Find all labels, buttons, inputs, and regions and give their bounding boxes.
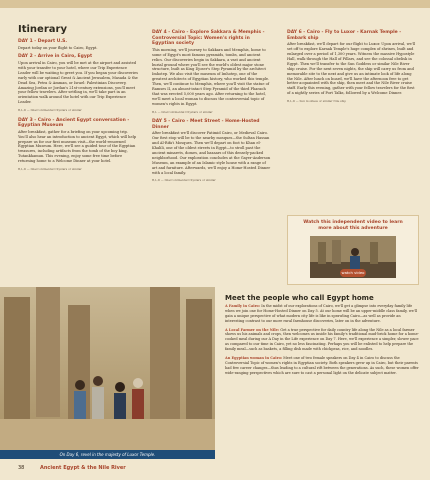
meet-paragraph [225, 304, 420, 324]
meal-caption: B,L,D — Intercontinental Citystars or similar [18, 167, 82, 172]
meet-paragraph [225, 328, 420, 353]
page-number: 38 [18, 465, 25, 471]
day-heading: DAY 2 - Arrive in Cairo, Egypt [18, 54, 93, 60]
top-band [0, 0, 430, 8]
day-heading: DAY 3 - Cairo - Ancient Egypt conversation - Egyptian Museum [18, 117, 130, 129]
day-body: Upon arrival in Cairo, you will be met at the airport and assisted with your transfer to your hotel, where our Trip Experience Leader will be waiting to greet you. If you began your discoveries early with our optional Great & Ancient Jerusalem, Masada & the Dead Sea, Petra & Amman, or Israel: Palestinian Discovery, Amazing Jordan or Jordan's 21st-century extensions, you'll meet your fellow travelers. After settling in, we'll take part in an orientation walk around the hotel with our Trip Experience Leader. [18, 61, 139, 105]
meet-title: Meet the people who call Egypt home [225, 294, 374, 302]
meet-body: Meet one of two female speakers on Day 4 in Cairo to discuss the Controversial Topic of women's rights in Egyptian society. Both speakers grew up in Cairo, but their parents had few career changes—thus leading to a cultural rift between the generations. As such, these women offer wide-ranging perspectives which are sure to cast a personal light on the delicate subject matter. [225, 356, 419, 375]
day-heading: DAY 5 - Cairo - Meet Street - Home-Hosted Dinner [152, 119, 260, 130]
video-thumbnail[interactable] [310, 236, 396, 278]
itinerary-title: Itinerary [18, 24, 67, 35]
meet-lead: A Local Farmer on the Nile: [225, 327, 280, 332]
meet-the-people-section [225, 296, 420, 380]
meet-body: In the midst of our explorations of Cairo, we'll get a glimpse into everyday family life when we join one for Home-Hosted Dinner on Day 5. At our home will be an upper-middle class family, we'll gain a unique perspective of what modern city life is like in sprawling Cairo—as well as provide an interesting contrast to our more rural farmhouse discoveries, later on in the adventure. [225, 303, 418, 323]
day-body: After breakfast, we'll depart for our flight to Luxor. Upon arrival, we'll set off to explore Karnak Temple's huge complex of shrines, built and enlarged over a period of 1,300 years. Witness the massive Hypostyle Hall, walk through the Hall of Pillars, and see the colossal obelisk in Egypt. Then we'll transfer to the Sun Goddess or similar Nile River ship cruise. For the next seven nights, the ship will carry us from and memorable site to the next and give us an intimate look of life along the Nile. After lunch on board, we'll have the afternoon free to get better acquainted with the ship, then meet and the Nile River cruise staff. Early this evening, gather with your fellow travelers for the first of a nightly series of Port Talks, followed by a Welcome Dinner. [287, 42, 416, 96]
meal-caption: B,L,D — Sun Goddess or similar Nile ship [287, 99, 347, 104]
day-heading: DAY 4 - Cairo - Explore Sakkara & Memphis - Controversial Topic: Women's rights in Egyptian society [152, 30, 265, 47]
itinerary-column [18, 24, 139, 177]
meet-paragraph [225, 356, 420, 376]
day-body: Depart today on your flight to Cairo, Egypt. [18, 45, 98, 50]
meet-lead: A Family in Cairo: [225, 303, 261, 308]
video-promo [287, 215, 419, 285]
meet-lead: An Egyptian woman in Cairo: [225, 356, 283, 361]
meal-caption: B,L — Intercontinental Citystars or similar [152, 109, 213, 114]
watch-video-button[interactable]: watch video [341, 270, 365, 275]
right-column [287, 30, 417, 109]
luxor-temple-photo [0, 287, 215, 459]
photo-caption: On Day 6, revel in the majesty of Luxor Temple. [0, 450, 215, 459]
middle-column [152, 30, 272, 188]
temple-photo-illustration [0, 287, 215, 459]
day-body: After breakfast we'll discover Fatimid Cairo, or Medieval Cairo. Our first stop will be to the nearby mosques—the Sultan Hassan and Al-Rifa'i Mosques. Then we'll depart on foot to Khan el-Khalili, one of the oldest streets in Egypt—to stroll past the ancient minarets, domes, and bazaars of this densely-packed neighborhood. Our exploration concludes at the Gayer-Anderson Museum, an example of an Islamic style house with a range of art and furniture. Afterwards, we'll enjoy a Home-Hosted Dinner with a local family. [152, 131, 271, 175]
meal-caption: B,L,D — Intercontinental Citystars or similar [18, 108, 82, 113]
day-body: After breakfast, gather for a briefing on your upcoming trip. You'll also hear an introduction to ancient Egypt, which will help prepare us for our first museum visit—the world-renowned Egyptian Museum. Here, we'll see a guided tour of the Egyptian treasures, including artifacts from the tomb of the boy king, Tutankhamun. This evening, enjoy some free time before returning home to a Welcome Dinner at your hotel. [18, 129, 137, 164]
day-body: This morning, we'll journey to Sakkara and Memphis, home to some of Egypt's most famous pyramids, tombs, and ancient relics. Our discoveries begin in Sakkara, a vast and ancient burial ground where you'll see the world's oldest major stone structure, built as King Djoser's Step Pyramid by the architect Imhotep. We also visit the museum of Imhotep, one of the greatest architects of Egyptian history, who worked this temple. Then, we'll continue to Memphis, where you'll visit the statue of Ramses II, an almost-intact Step Pyramid of the third Pharaoh that was erected 5,000 years ago. After returning to the hotel, we'll meet a local woman to discuss the controversial topic of women's rights in Egypt. [152, 47, 270, 106]
meal-caption: B,L,D — Intercontinental Citystars or similar [152, 178, 216, 183]
meet-body: Get a true perspective for daily country life along the Nile as a local farmer shows us his animals and crops, then welcomes us inside his family's traditional mud-brick home for a home-cooked meal during our A Day in the Life experience on Day 7. Here, we'll experience a simpler, slower pace as compared to our time in Cairo, yet no less fascinating. Perhaps you will be enlisted to help prepare the family meal—such as baskets, a filling dish made with chickpeas, rice, and noodles. [225, 327, 419, 352]
day-heading: DAY 6 - Cairo - Fly to Luxor - Karnak Temple - Embark ship [287, 30, 402, 41]
day-heading: DAY 1 - Depart U.S. [18, 38, 68, 44]
footer-title: Ancient Egypt & the Nile River [40, 465, 126, 471]
page-footer [0, 461, 430, 480]
video-title: Watch this independent video to learn more about this adventure [303, 220, 403, 231]
